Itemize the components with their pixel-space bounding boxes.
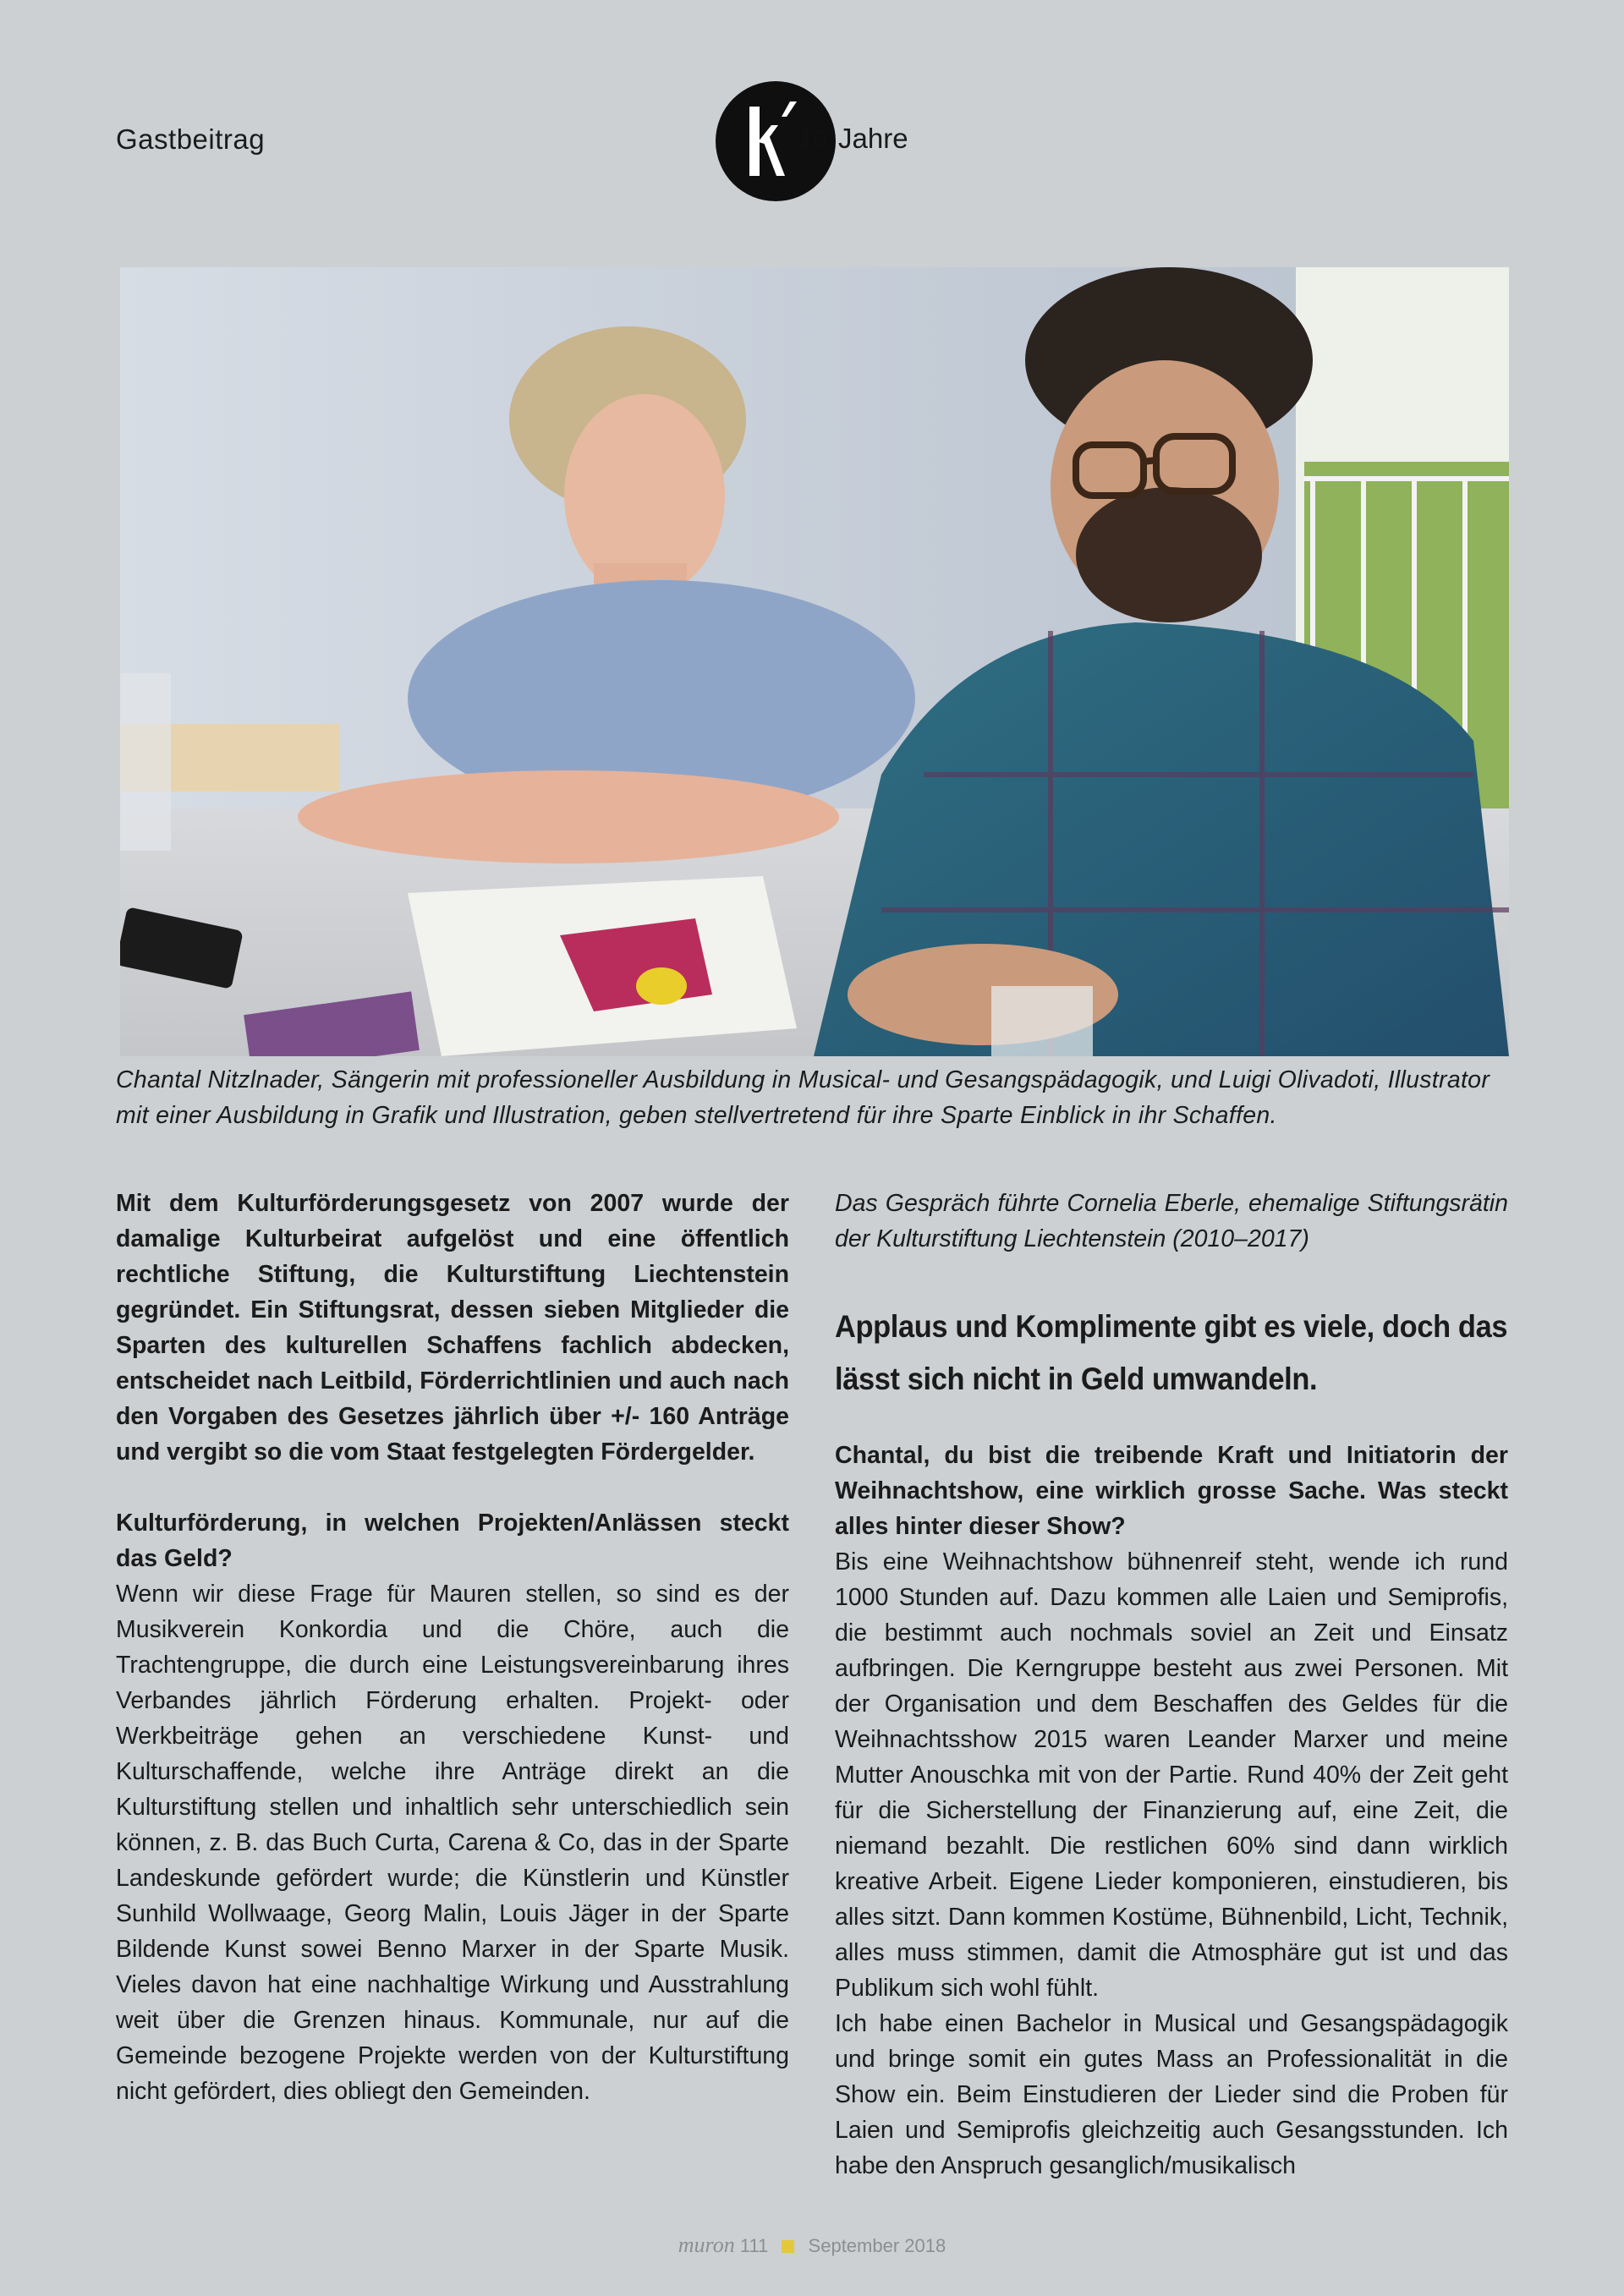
left-column — [116, 1186, 789, 2109]
page-footer — [0, 2233, 1624, 2258]
article-headline: Applaus und Komplimente gibt es viele, doch das lässt sich nicht in Geld umwandeln. — [835, 1309, 1508, 1396]
interview-answer-1: Bis eine Weihnachtshow bühnenreif steht, wende ich rund 1000 Stunden auf. Dazu kommen alle Laien und Semiprofis, die bestimmt auch nochmals soviel an Zeit und Einsatz aufbringen. Die Kerngruppe besteht aus zwei Personen. Mit der Organisation und dem Beschaffen des Geldes für die Weihnachtsshow 2015 waren Leander Marxer und meine Mutter Anouschka mit von der Partie. Rund 40% der Zeit geht für die Sicherstellung der Finanzierung auf, eine Zeit, die niemand bezahlt. Die restlichen 60% sind dann wirklich kreative Arbeit. Eigene Lieder komponieren, einstudieren, bis alles sitzt. Dann kommen Kostüme, Bühnenbild, Licht, Technik, alles muss stimmen, damit die Atmosphäre gut ist und das Publikum sich wohl fühlt. — [835, 1548, 1508, 2002]
interview-question: Chantal, du bist die treibende Kraft und Initiatorin der Weihnachtshow, eine wirklich grosse Sache. Was steckt alles hinter dieser Show? — [835, 1442, 1508, 1540]
question-heading: Kulturförderung, in welchen Projekten/Anlässen steckt das Geld? — [116, 1510, 789, 1572]
photo-two-people-reading-booklet — [120, 267, 1509, 1056]
right-column — [835, 1186, 1508, 2184]
issue-number: 111 — [739, 2235, 769, 2256]
logo-word: Jahre — [838, 123, 908, 154]
logo-number: 10 — [798, 124, 828, 154]
section-label: Gastbeitrag — [116, 123, 266, 155]
footer-square-icon — [782, 2240, 794, 2253]
interviewer-note: Das Gespräch führte Cornelia Eberle, ehemalige Stiftungsrätin der Kulturstiftung Liechtenstein (2010–2017) — [835, 1190, 1508, 1252]
photo-caption: Chantal Nitzlnader, Sängerin mit professioneller Ausbildung in Musical- und Gesangspädagogik, und Luigi Olivadoti, Illustrator mit einer Ausbildung in Grafik und Illustration, geben stellvertretend für ihre Sparte Einblick in ihr Schaffen. — [116, 1066, 1490, 1129]
interview-answer-2: Ich habe einen Bachelor in Musical und Gesangspädagogik und bringe somit ein gutes Mass an Professionalität in die Show ein. Beim Einstudieren der Lieder sind die Proben für Laien und Semiprofis gleichzeitig auch Gesangsstunden. Ich habe den Anspruch gesanglich/musikalisch — [835, 2010, 1508, 2179]
issue-date: September 2018 — [808, 2235, 946, 2256]
answer-paragraph: Wenn wir diese Frage für Mauren stellen, so sind es der Musikverein Konkordia und die Chöre, auch die Trachtengruppe, die durch eine Leistungsvereinbarung ihres Verbandes jährlich Förderung erhalten. Projekt- oder Werkbeiträge gehen an verschiedene Kunst- und Kulturschaffende, welche ihre Anträge direkt an die Kulturstiftung stellen und inhaltlich sehr unterschiedlich sein können, z. B. das Buch Curta, Carena & Co, das in der Sparte Landeskunde gefördert wurde; die Künstlerin und Künstler Sunhild Wollwaage, Georg Malin, Louis Jäger in der Sparte Bildende Kunst sowei Benno Marxer in der Sparte Musik. Vieles davon hat eine nachhaltige Wirkung und Ausstrahlung weit über die Grenzen hinaus. Kommunale, nur auf die Gemeinde bezogene Projekte werden von der Kulturstiftung nicht gefördert, dies obliegt den Gemeinden. — [116, 1581, 789, 2105]
intro-paragraph: Mit dem Kulturförderungsgesetz von 2007 wurde der damalige Kulturbeirat aufgelöst und eine öffentlich rechtliche Stiftung, die Kulturstiftung Liechtenstein gegründet. Ein Stiftungsrat, dessen sieben Mitglieder die Sparten des kulturellen Schaffens fachlich abdecken, entscheidet nach Leitbild, Förderrichtlinien und auch nach den Vorgaben des Gesetzes jährlich über +/- 160 Anträge und vergibt so die vom Staat festgelegten Fördergelder. — [116, 1190, 789, 1466]
magazine-name: muron — [678, 2233, 735, 2257]
